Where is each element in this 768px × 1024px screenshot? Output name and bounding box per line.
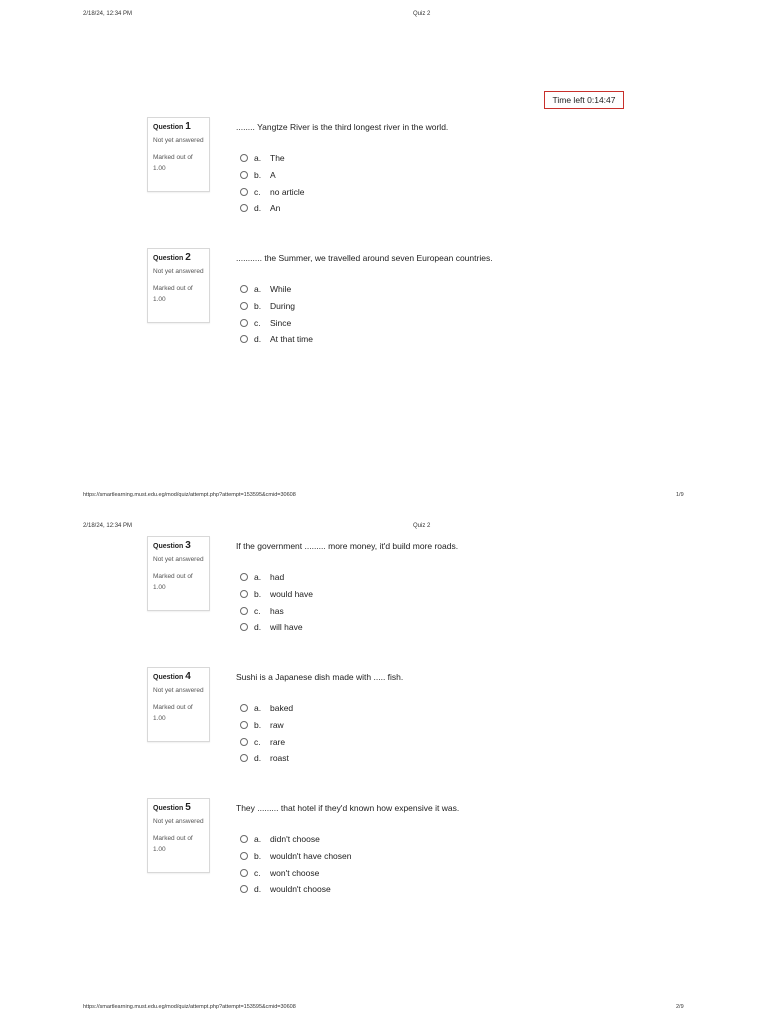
question-text: Sushi is a Japanese dish made with ..... fish. [236, 672, 404, 682]
radio-button[interactable] [240, 188, 248, 196]
question-text: ........ Yangtze River is the third longest river in the world. [236, 122, 449, 132]
question-mark: Marked out of 1.00 [153, 154, 193, 172]
answer-options [240, 831, 352, 898]
answer-label: wouldn't have chosen [270, 851, 352, 862]
answer-option-a[interactable]: a. didn't choose [240, 831, 352, 848]
question-info-box [147, 667, 210, 742]
radio-button[interactable] [240, 607, 248, 615]
radio-button[interactable] [240, 623, 248, 631]
question-state: Not yet answered [153, 556, 204, 563]
question-text: If the government ......... more money, it'd build more roads. [236, 541, 459, 551]
question-info-box [147, 536, 210, 611]
answer-label: A [270, 170, 276, 181]
radio-button[interactable] [240, 885, 248, 893]
question-mark: Marked out of 1.00 [153, 573, 193, 591]
answer-option-d[interactable]: d. wouldn't choose [240, 881, 352, 898]
radio-button[interactable] [240, 171, 248, 179]
question-mark: Marked out of 1.00 [153, 835, 193, 853]
answer-label: Since [270, 317, 292, 328]
question-info-box [147, 117, 210, 192]
answer-label: raw [270, 720, 284, 731]
answer-option-a[interactable]: a. baked [240, 700, 293, 717]
radio-button[interactable] [240, 754, 248, 762]
answer-option-c[interactable]: c. rare [240, 733, 293, 750]
answer-label: The [270, 153, 285, 164]
answer-options [240, 150, 305, 217]
question-text: They ......... that hotel if they'd known how expensive it was. [236, 803, 460, 813]
question-state: Not yet answered [153, 137, 204, 144]
answer-label: had [270, 572, 285, 583]
print-url: https://smartlearning.must.edu.eg/mod/quiz/attempt.php?attempt=153595&cmid=30608 [83, 1004, 296, 1010]
radio-button[interactable] [240, 835, 248, 843]
answer-option-b[interactable]: b. would have [240, 586, 313, 603]
answer-label: will have [270, 622, 303, 633]
print-title: Quiz 2 [413, 523, 431, 529]
answer-option-d[interactable]: d. At that time [240, 331, 313, 348]
radio-button[interactable] [240, 573, 248, 581]
answer-options [240, 281, 313, 348]
question-number: Question 1 [153, 121, 191, 132]
answer-options [240, 569, 313, 636]
answer-options [240, 700, 293, 767]
answer-label: wouldn't choose [270, 884, 331, 895]
answer-option-a[interactable]: a. While [240, 281, 313, 298]
answer-option-d[interactable]: d. will have [240, 619, 313, 636]
print-page-number: 1/9 [676, 492, 684, 498]
answer-option-a[interactable]: a. The [240, 150, 305, 167]
answer-option-b[interactable]: b. raw [240, 717, 293, 734]
radio-button[interactable] [240, 285, 248, 293]
answer-option-c[interactable]: c. has [240, 602, 313, 619]
question-mark: Marked out of 1.00 [153, 704, 193, 722]
question-state: Not yet answered [153, 818, 204, 825]
question-number: Question 4 [153, 671, 191, 682]
answer-option-c[interactable]: c. Since [240, 314, 313, 331]
radio-button[interactable] [240, 590, 248, 598]
radio-button[interactable] [240, 704, 248, 712]
radio-button[interactable] [240, 204, 248, 212]
print-url: https://smartlearning.must.edu.eg/mod/quiz/attempt.php?attempt=153595&cmid=30608 [83, 492, 296, 498]
print-page-number: 2/9 [676, 1004, 684, 1010]
question-state: Not yet answered [153, 687, 204, 694]
answer-label: rare [270, 736, 286, 747]
print-page-2 [0, 512, 768, 1024]
answer-option-b[interactable]: b. During [240, 298, 313, 315]
answer-label: While [270, 284, 292, 295]
question-state: Not yet answered [153, 268, 204, 275]
answer-option-c[interactable]: c. won't choose [240, 864, 352, 881]
radio-button[interactable] [240, 319, 248, 327]
radio-button[interactable] [240, 721, 248, 729]
radio-button[interactable] [240, 302, 248, 310]
question-number: Question 5 [153, 802, 191, 813]
answer-label: would have [270, 589, 314, 600]
radio-button[interactable] [240, 852, 248, 860]
print-date: 2/18/24, 12:34 PM [83, 523, 133, 529]
answer-option-d[interactable]: d. An [240, 200, 305, 217]
question-number: Question 2 [153, 252, 191, 263]
time-left-badge: Time left 0:14:47 [544, 91, 624, 109]
answer-label: An [270, 203, 281, 214]
answer-label: won't choose [270, 867, 320, 878]
question-info-box [147, 798, 210, 873]
answer-label: During [270, 301, 296, 312]
radio-button[interactable] [240, 154, 248, 162]
answer-label: no article [270, 186, 305, 197]
question-info-box [147, 248, 210, 323]
answer-option-a[interactable]: a. had [240, 569, 313, 586]
answer-label: didn't choose [270, 834, 320, 845]
answer-option-b[interactable]: b. wouldn't have chosen [240, 848, 352, 865]
question-text: ........... the Summer, we travelled around seven European countries. [236, 253, 493, 263]
answer-option-c[interactable]: c. no article [240, 183, 305, 200]
print-date: 2/18/24, 12:34 PM [83, 11, 133, 17]
answer-label: baked [270, 703, 294, 714]
question-mark: Marked out of 1.00 [153, 285, 193, 303]
answer-label: roast [270, 753, 289, 764]
answer-label: has [270, 605, 284, 616]
radio-button[interactable] [240, 738, 248, 746]
question-number: Question 3 [153, 540, 191, 551]
radio-button[interactable] [240, 869, 248, 877]
radio-button[interactable] [240, 335, 248, 343]
answer-option-d[interactable]: d. roast [240, 750, 293, 767]
print-title: Quiz 2 [413, 11, 431, 17]
answer-label: At that time [270, 334, 313, 345]
answer-option-b[interactable]: b. A [240, 167, 305, 184]
